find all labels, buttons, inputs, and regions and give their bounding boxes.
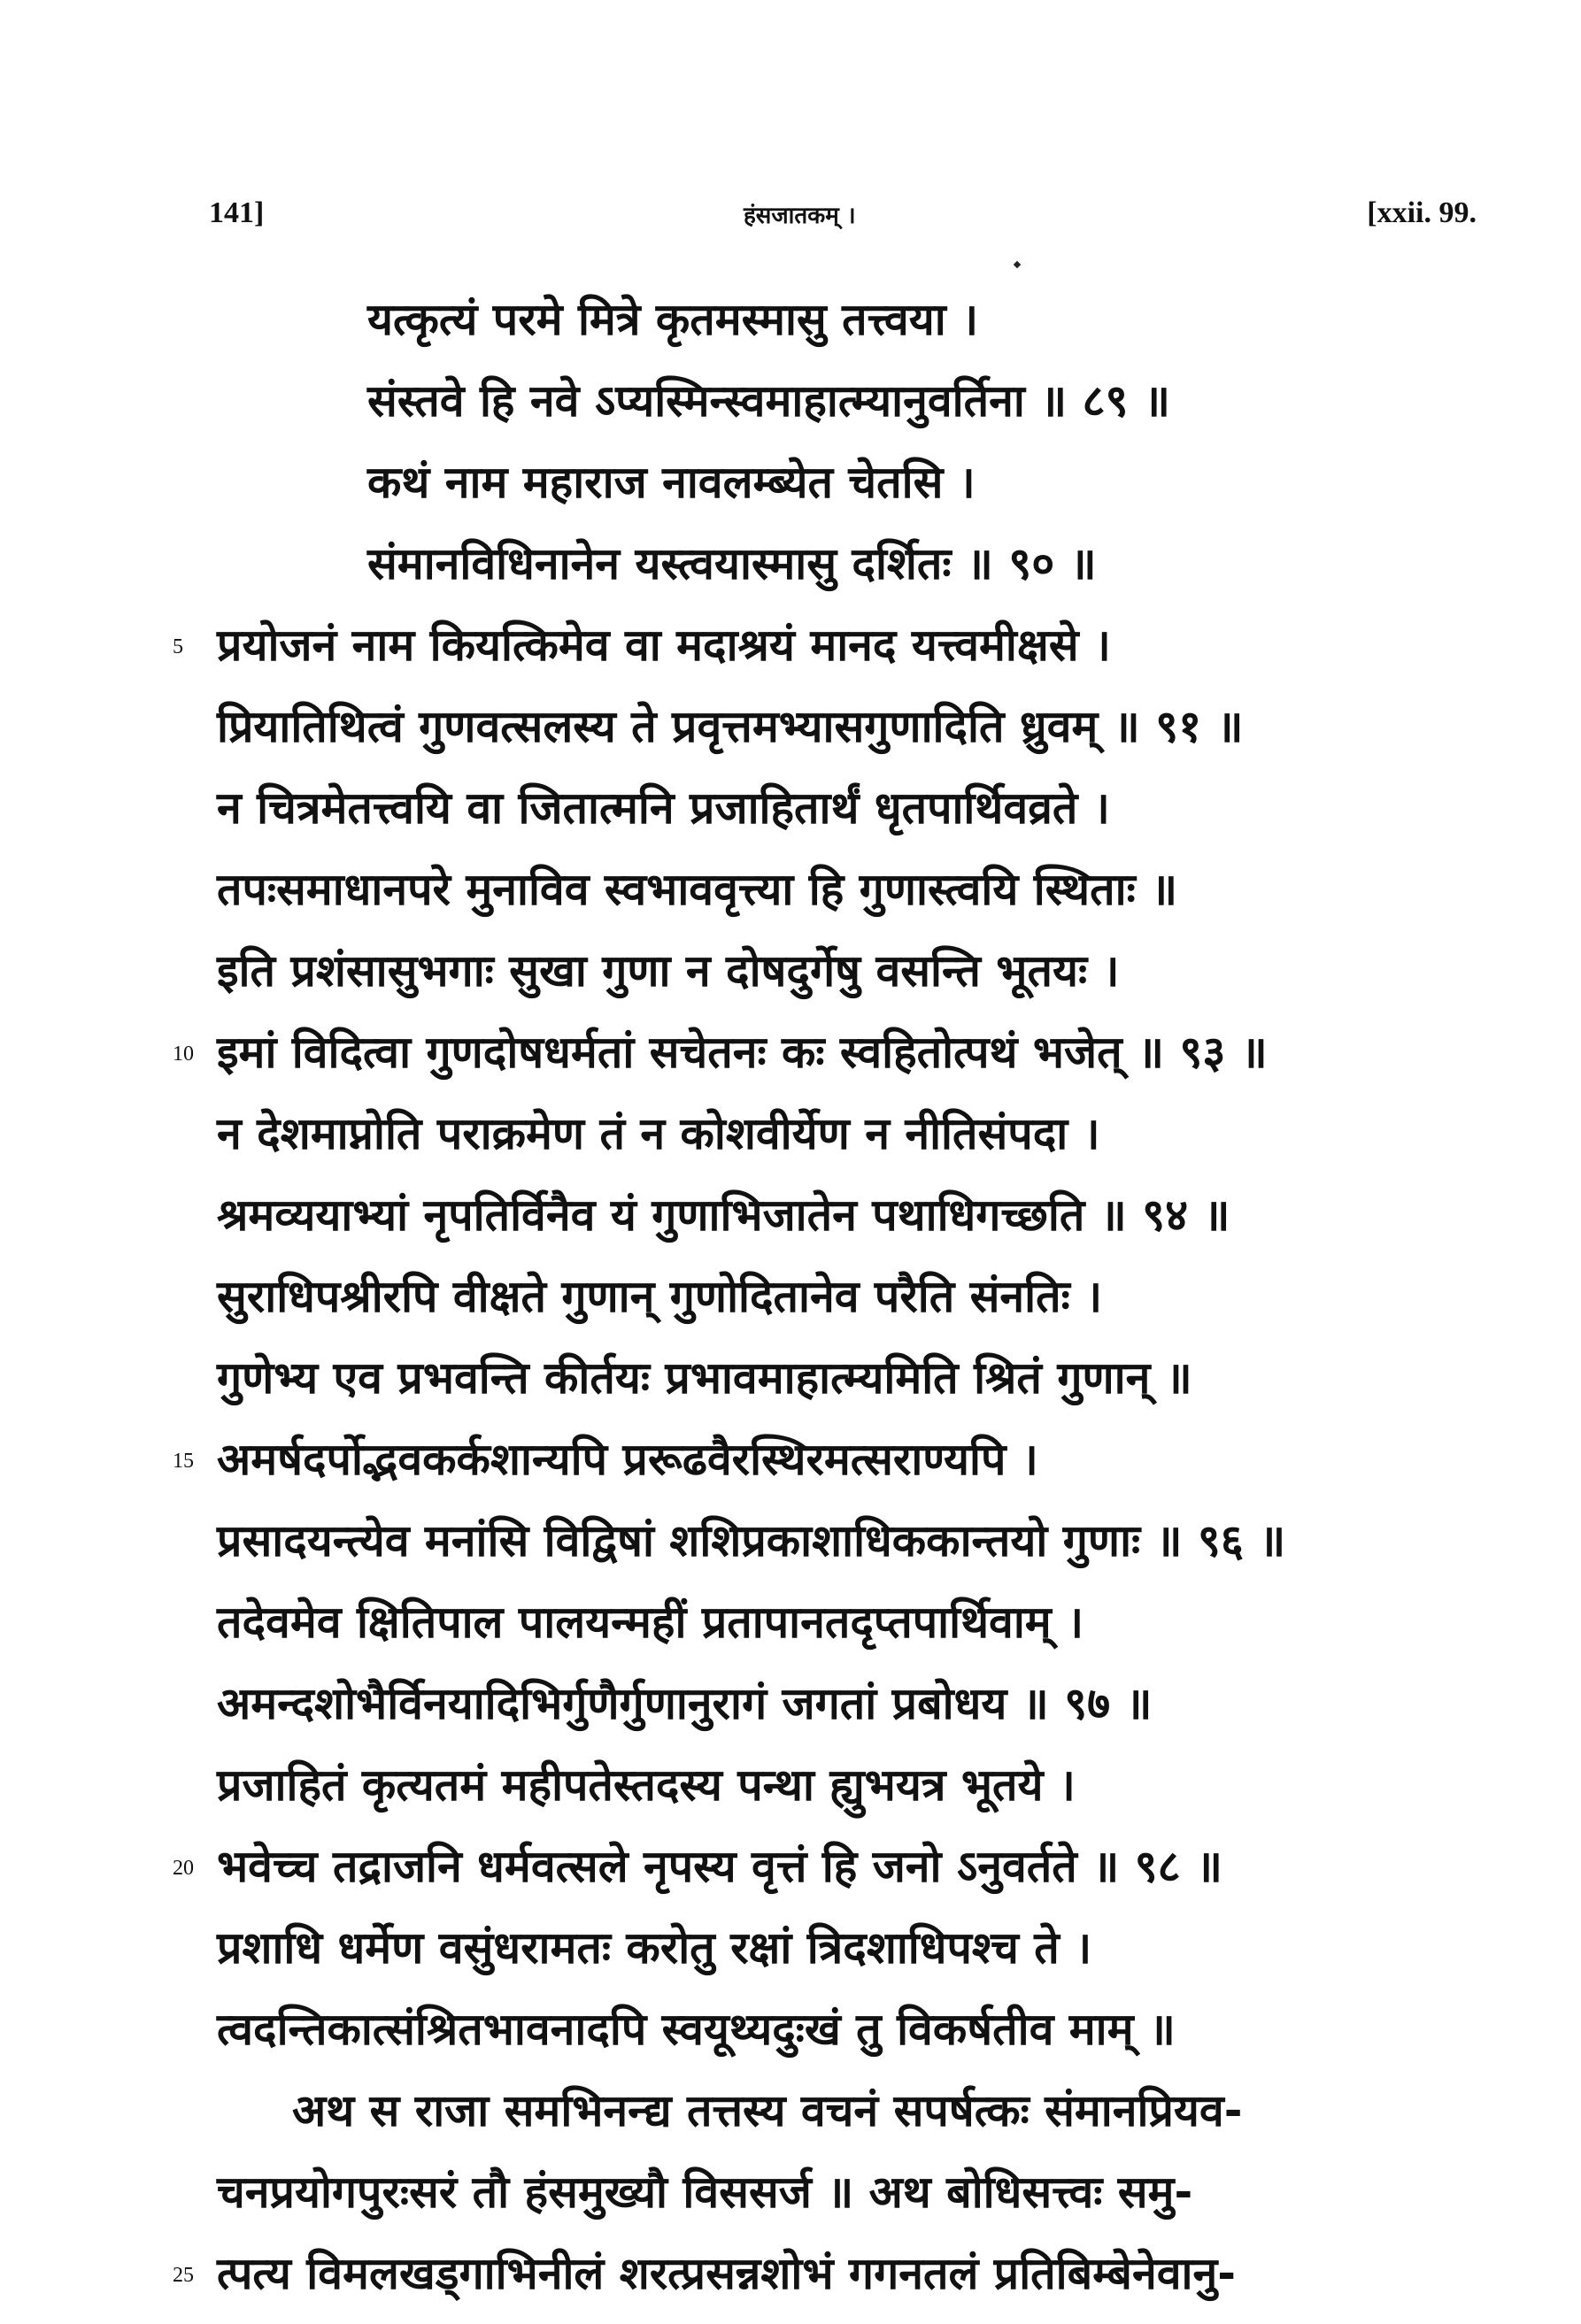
line-text: सुराधिपश्रीरपि वीक्षते गुणान् गुणोदितानेव परैति संनतिः । <box>217 1271 1103 1322</box>
text-line <box>217 1989 1176 2070</box>
line-text: अमर्षदर्पोद्भवकर्कशान्यपि प्ररूढवैरस्थिरमत्सराण्यपि । <box>217 1434 1038 1485</box>
line-text: भवेच्च तद्राजनि धर्मवत्सले नृपस्य वृत्तं हि जनो ऽनुवर्तते ॥ ९८ ॥ <box>217 1841 1222 1892</box>
text-line <box>217 1581 1084 1663</box>
line-text: तपःसमाधानपरे मुनाविव स्वभाववृत्त्या हि गुणास्त्वयि स्थिताः ॥ <box>217 864 1178 915</box>
text-line <box>217 930 1119 1012</box>
text-line <box>217 1744 1076 1826</box>
line-number: 25 <box>173 2264 194 2287</box>
text-line <box>217 1174 1230 1256</box>
line-number: 20 <box>173 1857 194 1880</box>
line-text: प्रशाधि धर्मेण वसुंधरामतः करोतु रक्षां त्रिदशाधिपश्च ते । <box>217 1922 1092 1974</box>
text-line <box>217 1093 1100 1174</box>
page-header <box>0 196 1581 241</box>
text-line <box>217 1256 1102 1337</box>
line-number: 15 <box>173 1450 194 1473</box>
line-text: प्रियातिथित्वं गुणवत्सलस्य ते प्रवृत्तमभ्यासगुणादिति ध्रुवम् ॥ ९१ ॥ <box>217 701 1244 752</box>
line-text: कथं नाम महाराज नावलम्ब्येत चेतसि । <box>367 457 976 508</box>
text-line <box>367 360 1170 442</box>
line-text: श्रमव्ययाभ्यां नृपतिर्विनैव यं गुणाभिजातेन पथाधिगच्छति ॥ ९४ ॥ <box>217 1189 1230 1241</box>
line-text: प्रसादयन्त्येव मनांसि विद्विषां शशिप्रकाशाधिककान्तयो गुणाः ॥ ९६ ॥ <box>217 1515 1286 1566</box>
text-line <box>173 1419 1038 1500</box>
text-line <box>173 1826 1222 1907</box>
line-number: 5 <box>173 635 183 658</box>
page-number: 141] <box>209 196 265 229</box>
line-text: तदेवमेव क्षितिपाल पालयन्महीं प्रतापानतदृप्तपार्थिवाम् । <box>217 1597 1084 1648</box>
line-number: 10 <box>173 1043 194 1066</box>
line-text: गुणेभ्य एव प्रभवन्ति कीर्तयः प्रभावमाहात्म्यमिति श्रितं गुणान् ॥ <box>217 1352 1192 1404</box>
line-text: यत्कृत्यं परमे मित्रे कृतमस्मासु तत्त्वया । <box>367 294 979 345</box>
line-text: इमां विदित्वा गुणदोषधर्मतां सचेतनः कः स्वहितोत्पथं भजेत् ॥ ९३ ॥ <box>217 1027 1268 1078</box>
line-text: प्रजाहितं कृत्यतमं महीपतेस्तदस्य पन्था ह्युभयत्र भूतये । <box>217 1759 1076 1811</box>
print-mark <box>1014 261 1021 268</box>
text-line <box>217 767 1110 849</box>
text-line <box>217 1663 1152 1744</box>
text-line <box>217 849 1177 930</box>
line-text: चनप्रयोगपुरःसरं तौ हंसमुख्यौ विससर्ज ॥ अथ बोधिसत्त्वः समु- <box>217 2166 1193 2218</box>
line-text: न देशमाप्नोति पराक्रमेण तं न कोशवीर्येण न नीतिसंपदा । <box>217 1108 1100 1159</box>
text-line <box>217 2151 1192 2233</box>
section-reference: [xxii. 99. <box>1367 196 1477 229</box>
text-line <box>173 2233 1236 2314</box>
text-line <box>367 523 1097 604</box>
text-line <box>217 1337 1192 1419</box>
text-line <box>217 1500 1285 1581</box>
line-text: संस्तवे हि नवे ऽप्यस्मिन्स्वमाहात्म्यानुवर्तिना ॥ ८९ ॥ <box>367 375 1170 427</box>
running-title: हंसजातकम् । <box>744 203 856 229</box>
text-line <box>367 442 976 523</box>
line-text: प्रयोजनं नाम कियत्किमेव वा मदाश्रयं मानद यत्त्वमीक्षसे । <box>217 619 1111 671</box>
text-line <box>173 1012 1268 1093</box>
line-text: संमानविधिनानेन यस्त्वयास्मासु दर्शितः ॥ ९० ॥ <box>367 538 1097 589</box>
text-line <box>173 604 1111 686</box>
line-text: अमन्दशोभैर्विनयादिभिर्गुणैर्गुणानुरागं जगतां प्रबोधय ॥ ९७ ॥ <box>217 1678 1153 1729</box>
line-text: इति प्रशंसासुभगाः सुखा गुणा न दोषदुर्गेषु वसन्ति भूतयः । <box>217 945 1120 997</box>
line-text: अथ स राजा समभिनन्द्य तत्तस्य वचनं सपर्षत्कः संमानप्रियव- <box>292 2085 1243 2136</box>
line-text: न चित्रमेतत्त्वयि वा जितात्मनि प्रजाहितार्थं धृतपार्थिवव्रते । <box>217 782 1110 834</box>
line-text: त्वदन्तिकात्संश्रितभावनादपि स्वयूथ्यदुःखं तु विकर्षतीव माम् ॥ <box>217 2004 1176 2055</box>
line-text: त्पत्य विमलखड्गाभिनीलं शरत्प्रसन्नशोभं गगनतलं प्रतिबिम्बेनेवानु- <box>217 2248 1236 2299</box>
text-line <box>292 2070 1242 2151</box>
text-line <box>367 279 978 360</box>
text-line <box>217 686 1243 767</box>
text-line <box>217 1907 1091 1989</box>
